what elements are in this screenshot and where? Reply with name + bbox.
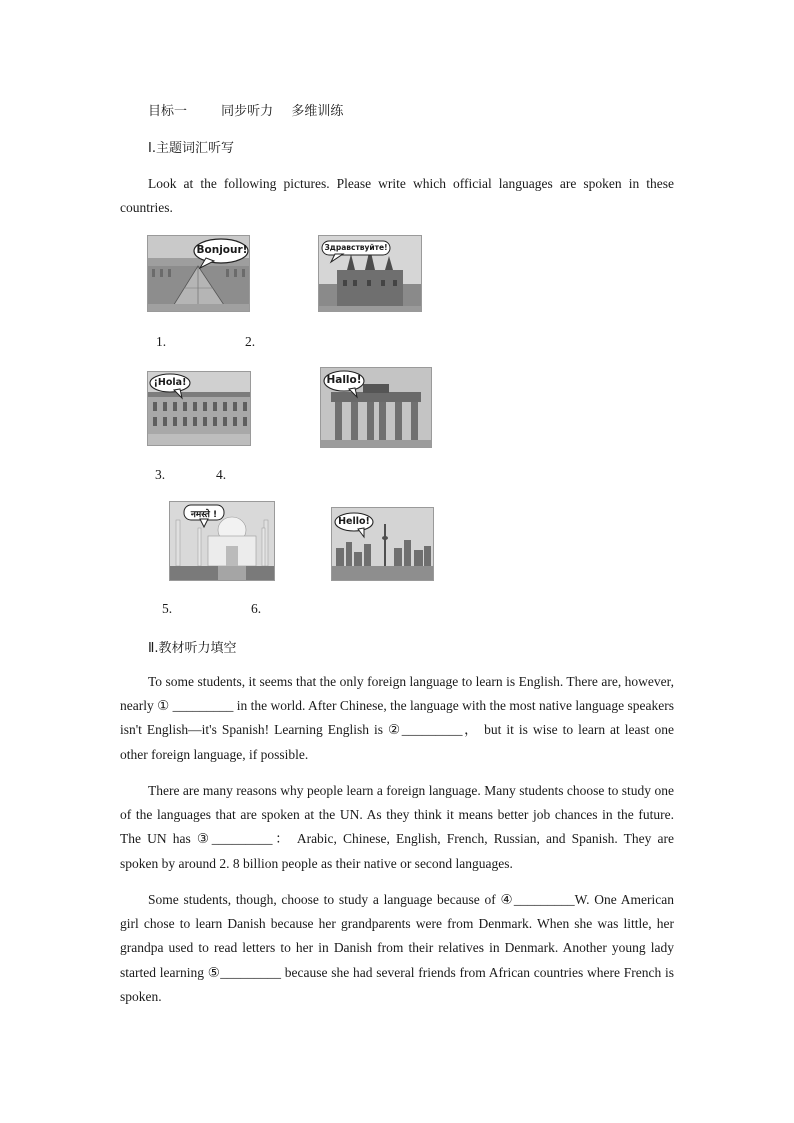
picture-label-2: 2. (245, 334, 256, 349)
blank-3: _________ (211, 831, 273, 847)
p3-text-a: Some students, though, choose to study a language because of ④ (148, 892, 514, 907)
picture-spain (147, 371, 251, 446)
picture-label-1: 1. (156, 334, 167, 349)
picture-russia (318, 235, 422, 312)
heading-part: 目标一 (148, 104, 188, 119)
p1-text-c: ， but it is wise to learn at least one other foreign language, if possible. (120, 722, 674, 762)
lesson-heading (148, 100, 343, 119)
picture-label-4: 4. (216, 467, 227, 482)
picture-france (147, 235, 250, 312)
picture-2-greeting: Здравствуйте! (324, 243, 388, 252)
section-2-title: Ⅱ.教材听力填空 (148, 641, 237, 656)
picture-label-3: 3. (155, 467, 166, 482)
blank-4: _________ (513, 892, 575, 907)
p3-text-b: W. One American girl chose to learn Danish because her grandparents were from Denmark. When she was little, her grandpa used to read letters to her in Danish from their relatives in Denmark. Another young lady started learning ⑤ (120, 892, 674, 980)
picture-5-greeting: नमस्ते ! (190, 510, 218, 520)
heading-title-2: 多维训练 (291, 104, 344, 119)
picture-india (169, 501, 275, 581)
p1-text-b: in the world. After Chinese, the language with the most native language speakers isn't English—it's Spanish! Learning English is ② (120, 698, 674, 738)
heading-title-1: 同步听力 (221, 104, 274, 119)
p1-text-a: To some students, it seems that the only foreign language to learn is English. There are, however, nearly ① (120, 674, 674, 714)
blank-2: _________ (401, 722, 463, 738)
blank-5: _________ (220, 964, 281, 980)
picture-germany (320, 367, 432, 448)
passage-paragraph-1 (120, 670, 674, 767)
section-1-instruction: Look at the following pictures. Please write which official languages are spoken in these countries. (120, 176, 674, 216)
p2-text-b: ： Arabic, Chinese, English, French, Russian, and Spanish. They are spoken by around 2. 8 billion people as their native or second languages. (120, 831, 674, 871)
picture-canada (331, 507, 434, 581)
picture-label-5: 5. (162, 601, 173, 616)
picture-6-greeting: Hello! (338, 516, 370, 527)
blank-1: _________ (172, 698, 234, 714)
section-1-title: Ⅰ.主题词汇听写 (148, 141, 234, 156)
picture-1-greeting: Bonjour! (196, 244, 248, 256)
passage-paragraph-2 (120, 779, 674, 876)
passage-paragraph-3 (120, 888, 674, 1009)
picture-4-greeting: Hallo! (326, 374, 362, 386)
picture-label-6: 6. (251, 601, 262, 616)
picture-3-greeting: ¡Hola! (153, 377, 187, 388)
p3-text-c: because she had several friends from African countries where French is spoken. (120, 964, 674, 1004)
p2-text-a: There are many reasons why people learn a foreign language. Many students choose to study one of the languages that are spoken at the UN. As they think it means better job chances in the future. The UN has ③ (120, 783, 674, 847)
